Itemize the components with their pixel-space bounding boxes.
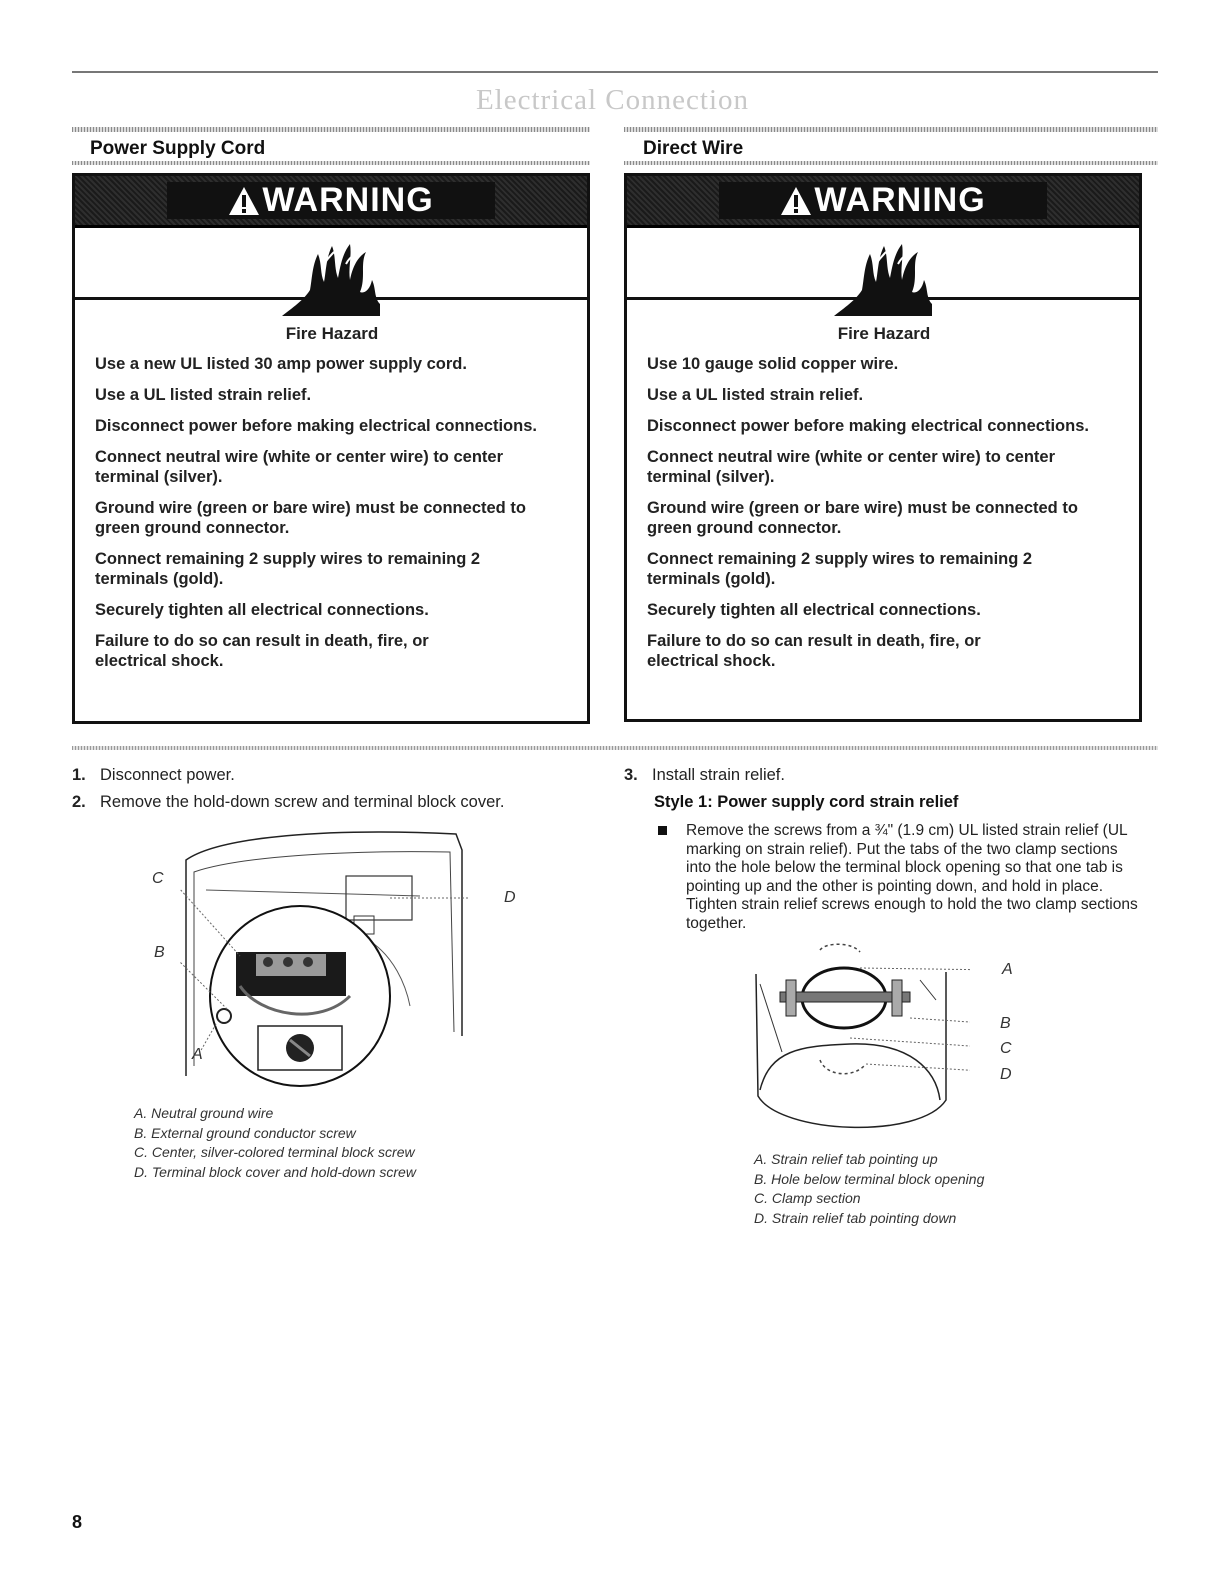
fire-icon	[828, 234, 938, 318]
warning-title: WARNING	[814, 181, 986, 219]
section-rule-right-top	[624, 127, 1158, 132]
section-rule-left-bottom	[72, 161, 590, 165]
step-text: Disconnect power.	[100, 766, 235, 784]
callout-a: A	[192, 1046, 203, 1063]
warning-line: Use 10 gauge solid copper wire.	[647, 355, 899, 373]
warning-line: Securely tighten all electrical connections.	[95, 601, 429, 619]
step-2	[72, 793, 504, 812]
warning-line: Ground wire (green or bare wire) must be connected to green ground connector.	[95, 499, 526, 537]
warning-line: Connect remaining 2 supply wires to remaining 2 terminals (gold).	[95, 550, 481, 588]
warning-banner	[627, 176, 1139, 228]
page-number: 8	[72, 1512, 83, 1532]
callout-d: D	[504, 889, 516, 906]
warning-line: Securely tighten all electrical connections.	[647, 601, 981, 619]
warning-triangle-icon	[780, 186, 812, 216]
warning-line: Ground wire (green or bare wire) must be connected to green ground connector.	[647, 499, 1078, 537]
callout-b: B	[154, 944, 165, 961]
fire-icon	[276, 234, 386, 318]
warning-line: Use a UL listed strain relief.	[647, 386, 864, 404]
figure-legend-right	[754, 1150, 984, 1228]
warning-line: Disconnect power before making electrical connections.	[95, 417, 537, 435]
legend-item: B. External ground conductor screw	[134, 1124, 356, 1141]
warning-line: Connect neutral wire (white or center wire) to center terminal (silver).	[95, 448, 503, 486]
warning-line: Use a UL listed strain relief.	[95, 386, 312, 404]
top-rule	[72, 71, 1158, 73]
legend-item: A. Strain relief tab pointing up	[754, 1151, 938, 1167]
callout-d: D	[1000, 1066, 1012, 1083]
warning-title: WARNING	[262, 181, 434, 219]
hazard-title: Fire Hazard	[285, 324, 379, 343]
warning-banner	[75, 176, 587, 228]
warning-box-power-supply-cord	[72, 173, 590, 724]
legend-item: C. Clamp section	[754, 1190, 861, 1206]
warning-line: Use a new UL listed 30 amp power supply cord.	[95, 355, 467, 373]
dotted-divider	[72, 746, 1158, 750]
legend-item: C. Center, silver-colored terminal block screw	[134, 1144, 415, 1160]
legend-item: B. Hole below terminal block opening	[754, 1170, 985, 1187]
fire-hazard-symbol-area	[627, 228, 1139, 300]
section-rule-left-top	[72, 127, 590, 132]
warning-line: Failure to do so can result in death, fire, or electrical shock.	[95, 632, 429, 670]
fire-hazard-symbol-area	[75, 228, 587, 300]
warning-line: Failure to do so can result in death, fire, or electrical shock.	[647, 632, 981, 670]
step-text: Install strain relief.	[652, 766, 785, 784]
page-title: Electrical Connection	[475, 84, 750, 116]
warning-line: Connect remaining 2 supply wires to remaining 2 terminals (gold).	[647, 550, 1033, 588]
legend-item: D. Terminal block cover and hold-down screw	[134, 1163, 416, 1180]
bullet-icon	[658, 826, 667, 835]
step-number: 3.	[624, 766, 638, 784]
figure-legend-left	[134, 1104, 416, 1182]
warning-line: Disconnect power before making electrical connections.	[647, 417, 1089, 435]
legend-item: A. Neutral ground wire	[134, 1105, 274, 1121]
step-3	[624, 766, 785, 785]
strain-relief-illustration	[740, 940, 970, 1142]
hazard-title: Fire Hazard	[837, 324, 931, 343]
step-number: 1.	[72, 766, 86, 784]
callout-c: C	[1000, 1040, 1012, 1057]
callout-a: A	[1002, 961, 1013, 978]
style-1-heading: Style 1: Power supply cord strain relief	[654, 793, 959, 811]
section-rule-right-bottom	[624, 161, 1158, 165]
legend-item: D. Strain relief tab pointing down	[754, 1209, 957, 1226]
warning-line: Connect neutral wire (white or center wire) to center terminal (silver).	[647, 448, 1055, 486]
section-heading-direct-wire: Direct Wire	[643, 138, 744, 159]
step-text: Remove the hold-down screw and terminal block cover.	[100, 793, 505, 811]
warning-box-direct-wire	[624, 173, 1142, 722]
step-number: 2.	[72, 793, 86, 811]
terminal-block-illustration	[180, 826, 470, 1096]
instruction-bullet: Remove the screws from a ¾" (1.9 cm) UL listed strain relief (UL marking on strain relief). Put the tabs of the two clamp sections into the hole below the terminal block opening so that one tab is pointing up and the other is pointing down, and hold in place. Tighten strain relief screws enough to hold the two clamp sections together.	[686, 822, 1138, 932]
callout-b: B	[1000, 1015, 1011, 1032]
step-1	[72, 766, 235, 785]
callout-c: C	[152, 870, 164, 887]
warning-triangle-icon	[228, 186, 260, 216]
section-heading-power-supply-cord: Power Supply Cord	[90, 138, 266, 159]
